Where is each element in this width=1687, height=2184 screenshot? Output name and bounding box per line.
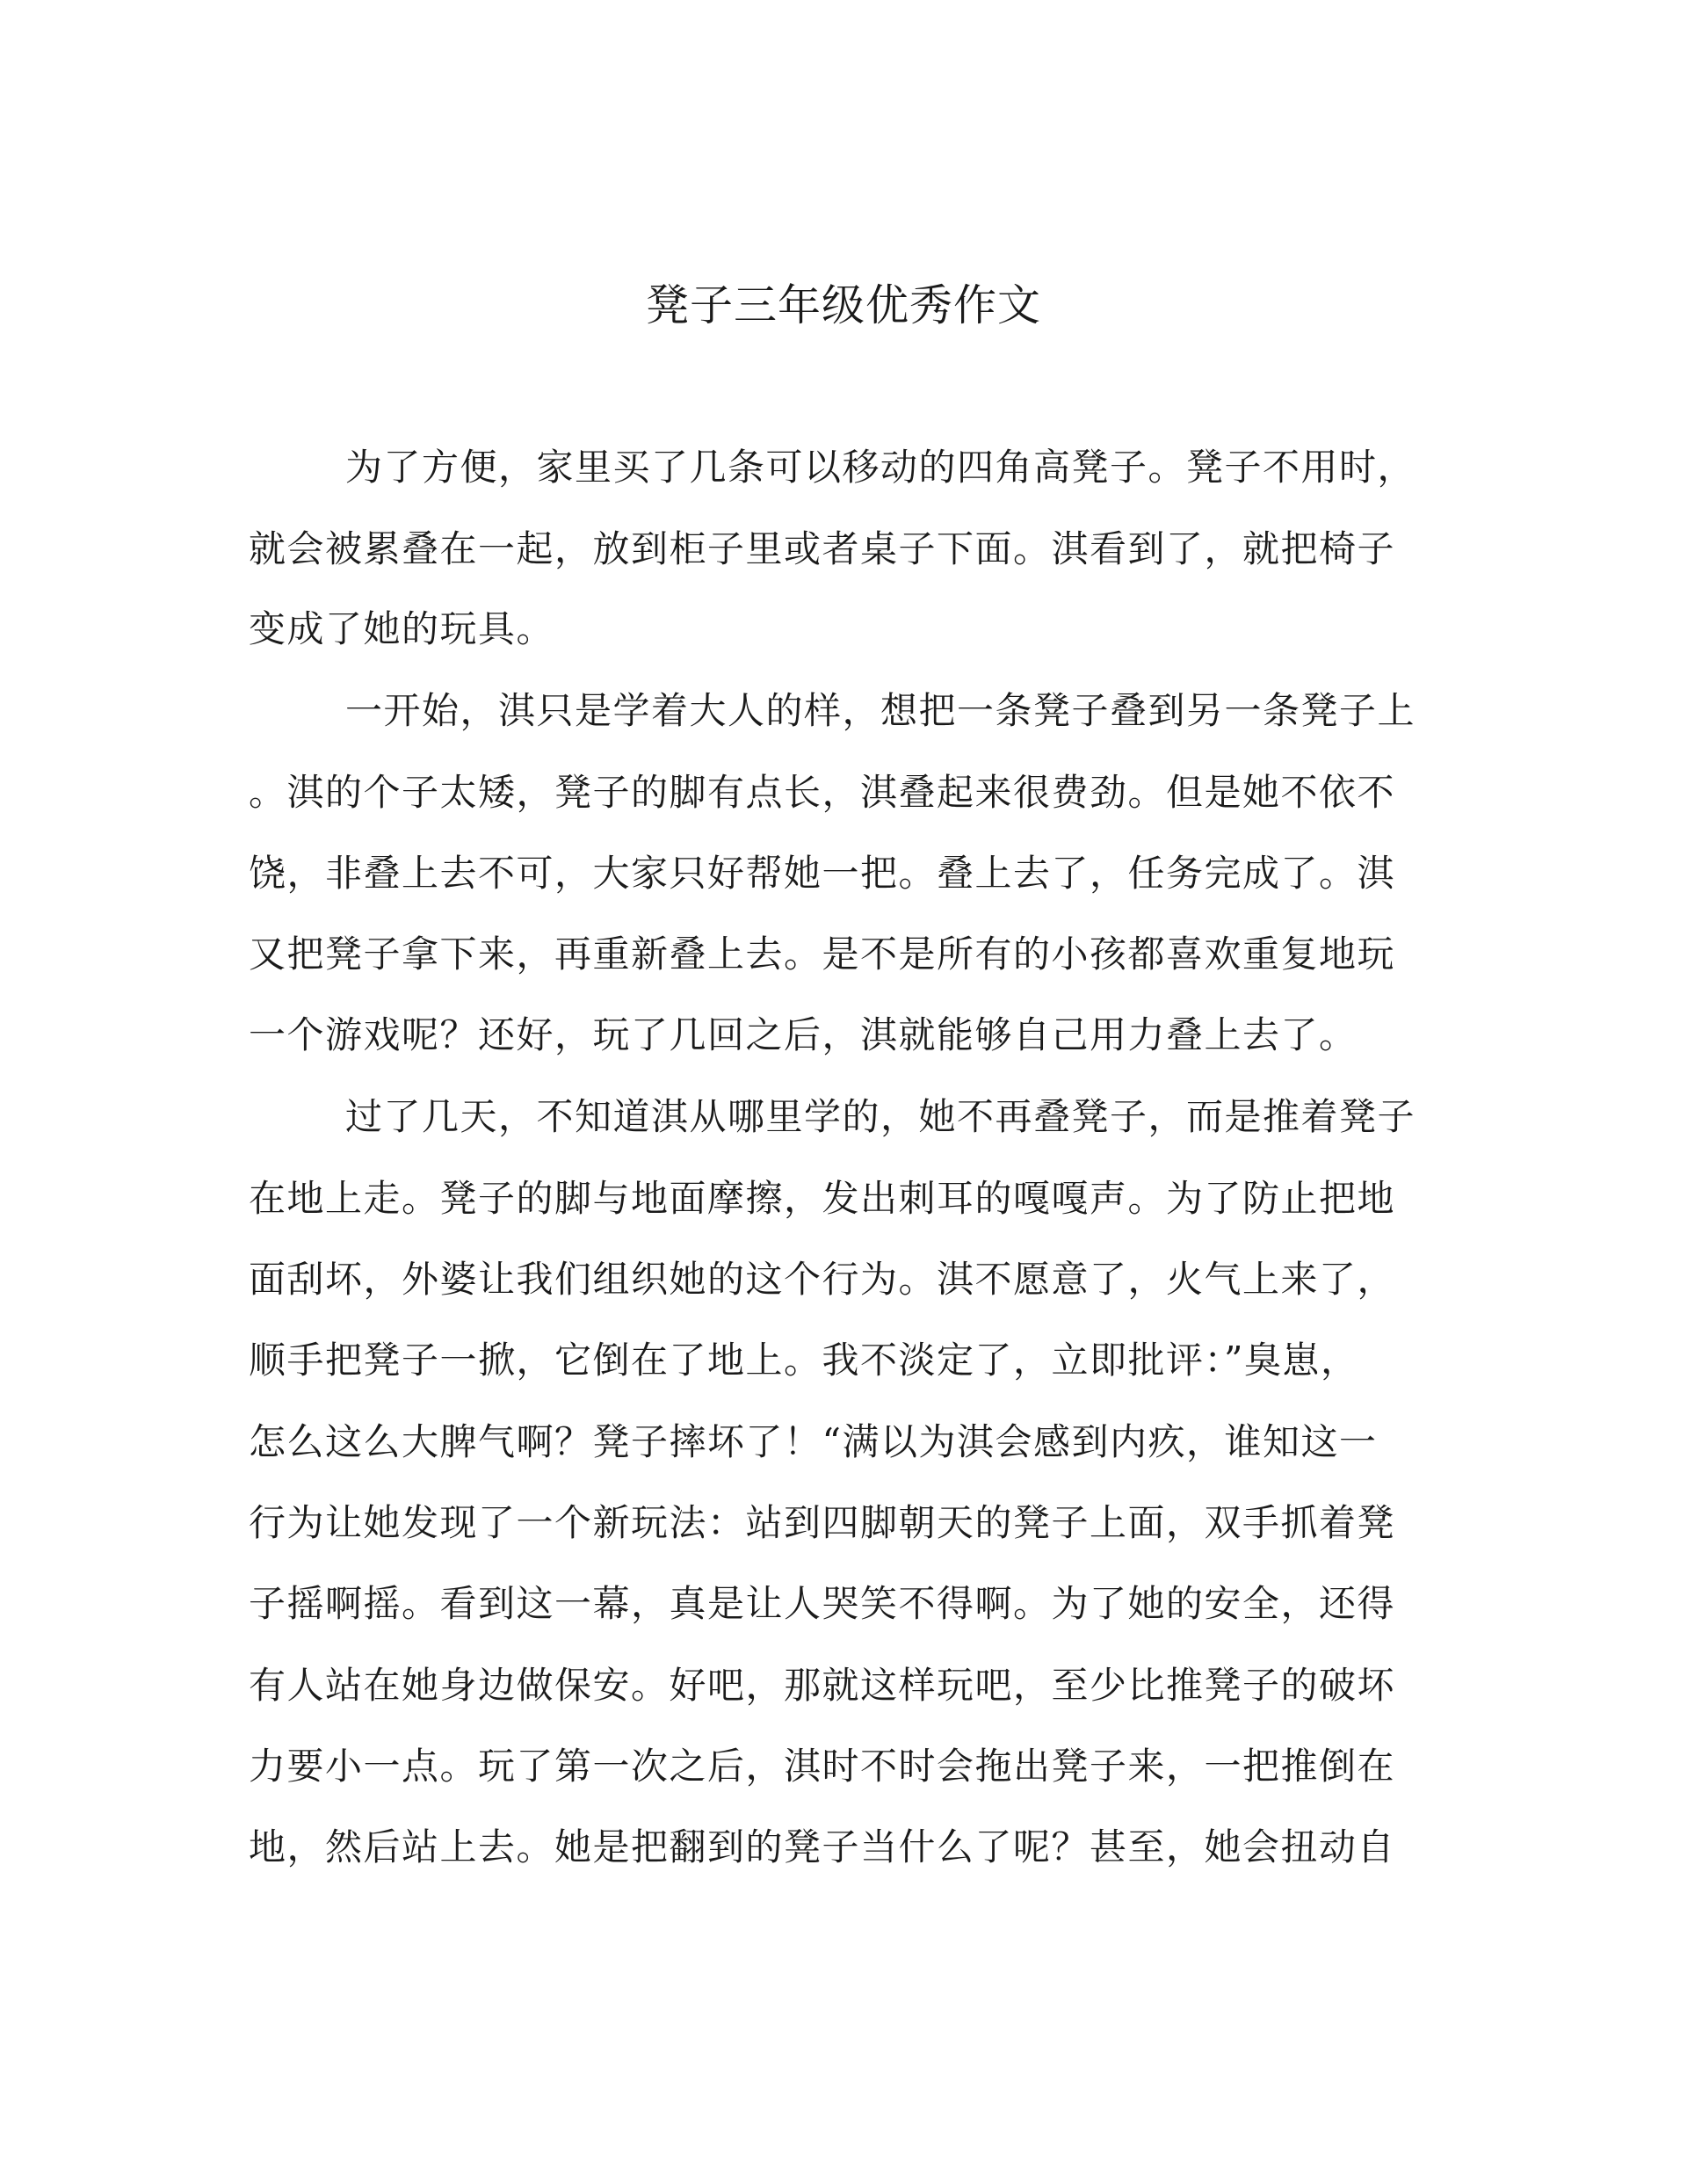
paragraph-line: 过了几天，不知道淇从哪里学的，她不再叠凳子，而是推着凳子: [345, 1095, 1416, 1138]
paragraph-line: 一开始，淇只是学着大人的样，想把一条凳子叠到另一条凳子上: [345, 689, 1416, 732]
document-title: 凳子三年级优秀作文: [645, 280, 1041, 330]
paragraph-line: 面刮坏，外婆让我们组织她的这个行为。淇不愿意了，火气上来了，: [249, 1258, 1396, 1301]
paragraph-line: 就会被累叠在一起，放到柜子里或者桌子下面。淇看到了，就把椅子: [249, 527, 1396, 570]
paragraph-line: 子摇啊摇。看到这一幕，真是让人哭笑不得啊。为了她的安全，还得: [249, 1582, 1396, 1625]
paragraph-line: 饶，非叠上去不可，大家只好帮她一把。叠上去了，任务完成了。淇: [249, 852, 1396, 895]
paragraph-line: 顺手把凳子一掀，它倒在了地上。我不淡定了，立即批评：”臭崽，: [249, 1339, 1359, 1382]
paragraph-line: 地，然后站上去。她是把翻到的凳子当什么了呢？甚至，她会扭动自: [249, 1825, 1396, 1868]
paragraph-line: 。淇的个子太矮，凳子的脚有点长，淇叠起来很费劲。但是她不依不: [249, 771, 1396, 814]
paragraph-line: 在地上走。凳子的脚与地面摩擦，发出刺耳的嘎嘎声。为了防止把地: [249, 1177, 1396, 1220]
paragraph-line: 力要小一点。玩了第一次之后，淇时不时会拖出凳子来，一把推倒在: [249, 1745, 1396, 1788]
paragraph-line: 又把凳子拿下来，再重新叠上去。是不是所有的小孩都喜欢重复地玩: [249, 932, 1396, 976]
paragraph-line: 行为让她发现了一个新玩法：站到四脚朝天的凳子上面，双手抓着凳: [249, 1501, 1396, 1544]
paragraph-line: 有人站在她身边做保安。好吧，那就这样玩吧，至少比推凳子的破坏: [249, 1664, 1396, 1707]
paragraph-line: 一个游戏呢？还好，玩了几回之后，淇就能够自己用力叠上去了。: [249, 1013, 1358, 1056]
paragraph-line: 变成了她的玩具。: [249, 607, 555, 650]
paragraph-line: 怎么这么大脾气啊？凳子摔坏了！“满以为淇会感到内疚，谁知这一: [249, 1420, 1378, 1463]
paragraph-line: 为了方便，家里买了几条可以移动的四角高凳子。凳子不用时，: [345, 446, 1416, 489]
